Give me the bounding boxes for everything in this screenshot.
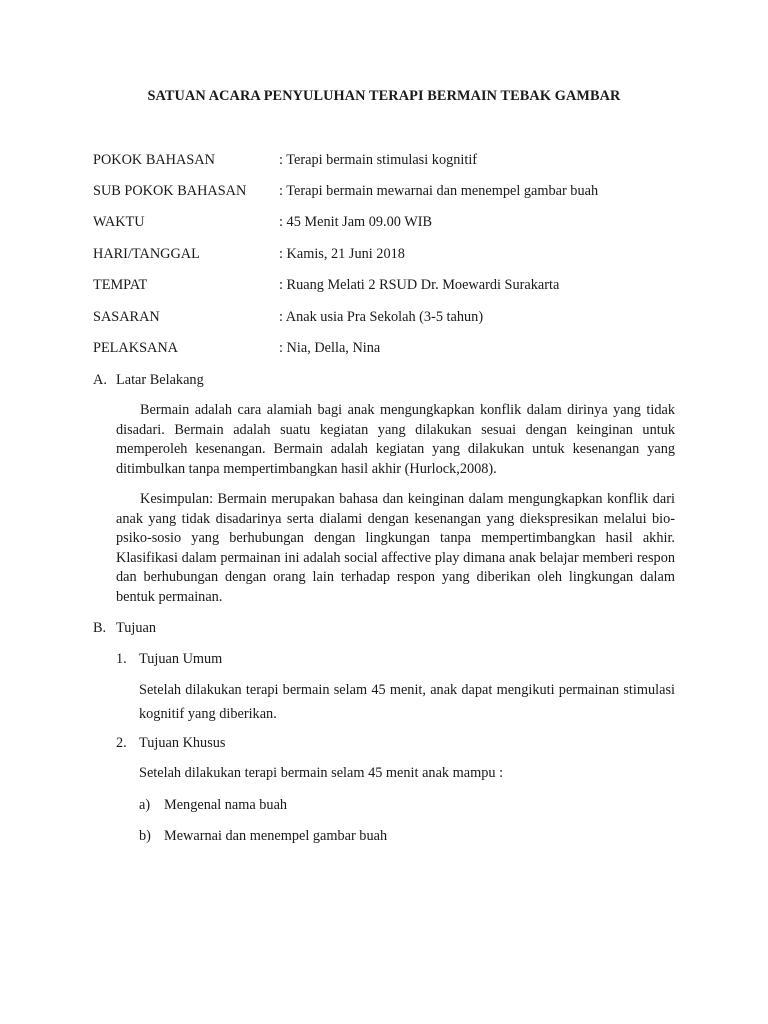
subsection-1-heading — [116, 649, 222, 669]
meta-label: TEMPAT — [93, 277, 148, 293]
list-item — [139, 826, 387, 846]
meta-value: : Anak usia Pra Sekolah (3-5 tahun) — [279, 309, 484, 325]
meta-value: : Terapi bermain mewarnai dan menempel gambar buah — [279, 183, 599, 199]
list-item-text: Mengenal nama buah — [164, 797, 288, 813]
meta-label: PELAKSANA — [93, 340, 178, 356]
meta-value: : Kamis, 21 Juni 2018 — [279, 246, 405, 262]
meta-value: : Nia, Della, Nina — [279, 340, 381, 356]
meta-label: SUB POKOK BAHASAN — [93, 183, 247, 199]
list-item-text: Mewarnai dan menempel gambar buah — [164, 828, 388, 844]
list-marker: b) — [139, 828, 151, 844]
subsection-marker: 2. — [116, 735, 127, 751]
document-title: SATUAN ACARA PENYULUHAN TERAPI BERMAIN TEBAK GAMBAR — [147, 88, 621, 104]
subsection-1-text: Setelah dilakukan terapi bermain selam 45 menit, anak dapat mengikuti permainan stimulasi kognitif yang diberikan. — [139, 682, 675, 722]
subsection-title: Tujuan Khusus — [139, 735, 226, 751]
meta-label: HARI/TANGGAL — [93, 246, 200, 262]
subsection-2-heading — [116, 733, 225, 753]
subsection-2-text: Setelah dilakukan terapi bermain selam 45 menit anak mampu : — [139, 765, 504, 781]
section-title: Latar Belakang — [116, 372, 204, 388]
meta-label: WAKTU — [93, 214, 145, 230]
meta-label: SASARAN — [93, 309, 160, 325]
section-marker: A. — [93, 372, 107, 388]
section-title: Tujuan — [116, 620, 156, 636]
section-a-paragraph-2: Kesimpulan: Bermain merupakan bahasa dan keinginan dalam mengungkapkan konflik dari anak yang tidak disadarinya serta dialami dengan kesenangan yang diekspresikan melalui bio-psiko-sosio yang berhubungan dengan lingkungan tanpa mempertimbangkan hasil akhir. Klasifikasi dalam permainan ini adalah social affective play dimana anak belajar memberi respon dan berhubungan dengan orang lain terhadap respon yang diberikan oleh lingkungan dalam bentuk permainan. — [116, 491, 675, 605]
list-marker: a) — [139, 797, 151, 813]
subsection-marker: 1. — [116, 651, 127, 667]
meta-value: : 45 Menit Jam 09.00 WIB — [279, 214, 433, 230]
meta-label: POKOK BAHASAN — [93, 152, 215, 168]
list-item — [139, 795, 287, 815]
meta-value: : Terapi bermain stimulasi kognitif — [279, 152, 478, 168]
section-marker: B. — [93, 620, 107, 636]
section-b-heading — [93, 618, 156, 638]
section-a-heading — [93, 370, 204, 390]
meta-value: : Ruang Melati 2 RSUD Dr. Moewardi Surakarta — [279, 277, 560, 293]
section-a-paragraph-1: Bermain adalah cara alamiah bagi anak mengungkapkan konflik dalam dirinya yang tidak disadari. Bermain adalah suatu kegiatan yang dilakukan sesuai dengan keinginan untuk memperoleh kesenangan. Bermain adalah kegiatan yang dilakukan untuk kesenangan yang ditimbulkan tanpa mempertimbangkan hasil akhir (Hurlock,2008). — [116, 402, 675, 477]
subsection-title: Tujuan Umum — [139, 651, 223, 667]
